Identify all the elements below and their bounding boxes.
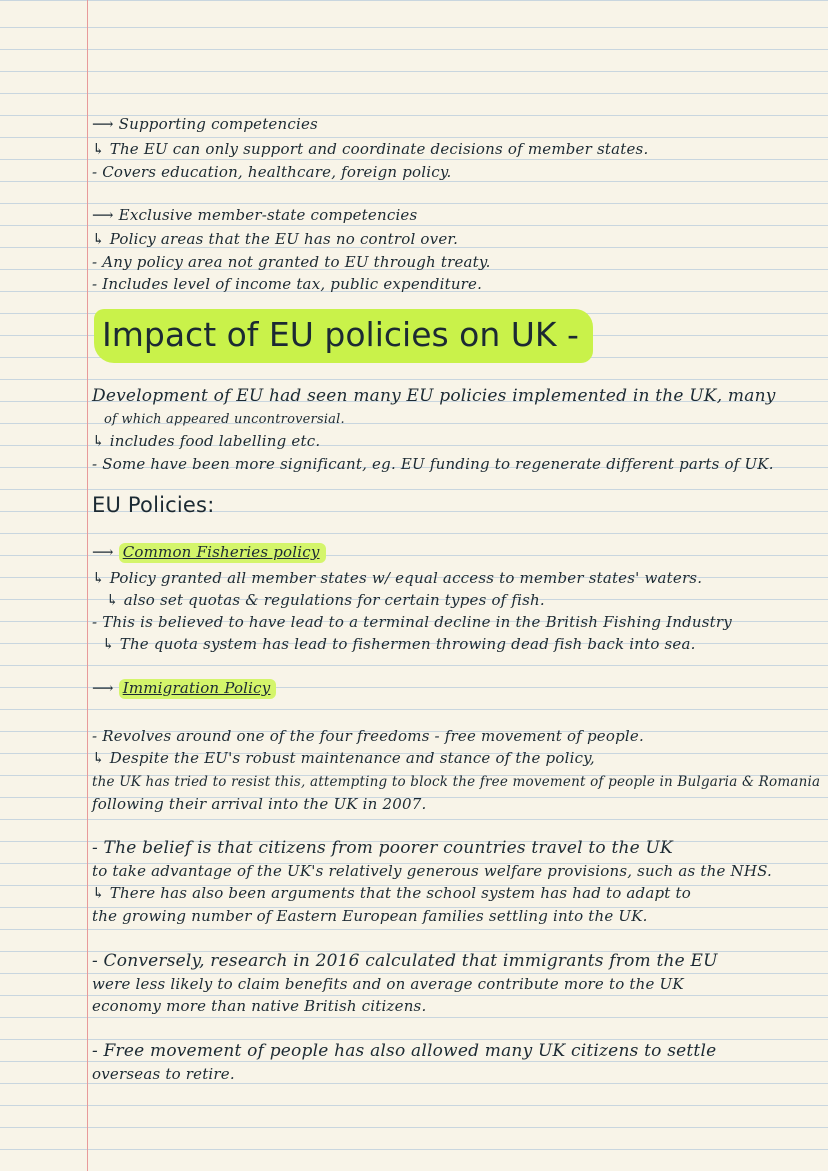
note-line: - This is believed to have lead to a terminal decline in the British Fishing Industry: [92, 613, 732, 631]
note-line: - Revolves around one of the four freedoms - free movement of people.: [92, 727, 644, 745]
note-line: - Any policy area not granted to EU through treaty.: [92, 253, 491, 271]
note-line: ⟶ Exclusive member-state competencies: [92, 206, 418, 224]
note-line: ↳ Policy areas that the EU has no control over.: [92, 230, 459, 248]
note-line: [92, 542, 326, 562]
note-line: [92, 678, 276, 698]
note-line: economy more than native British citizens.: [92, 997, 427, 1015]
note-line: following their arrival into the UK in 2007.: [92, 795, 427, 813]
note-line: - The belief is that citizens from poorer countries travel to the UK: [92, 838, 673, 858]
margin-line: [87, 0, 88, 1171]
note-line: ↳ also set quotas & regulations for certain types of fish.: [106, 591, 545, 609]
note-line: were less likely to claim benefits and on average contribute more to the UK: [92, 975, 684, 993]
section-heading: EU Policies:: [92, 493, 215, 517]
arrow-icon: ⟶: [92, 543, 114, 561]
note-line: ⟶ Supporting competencies: [92, 115, 318, 133]
note-line: - Includes level of income tax, public expenditure.: [92, 275, 483, 293]
note-line: - Conversely, research in 2016 calculated that immigrants from the EU: [92, 951, 718, 971]
note-line: the UK has tried to resist this, attempting to block the free movement of people in Bulgaria & Romania: [92, 774, 821, 790]
note-line: of which appeared uncontroversial.: [104, 412, 345, 427]
note-line: Development of EU had seen many EU policies implemented in the UK, many: [92, 386, 776, 406]
arrow-icon: ⟶: [92, 679, 114, 697]
note-line: ↳ The EU can only support and coordinate decisions of member states.: [92, 140, 649, 158]
note-line: - Free movement of people has also allowed many UK citizens to settle: [92, 1041, 717, 1061]
note-line: ↳ Policy granted all member states w/ equal access to member states' waters.: [92, 569, 703, 587]
note-line: ↳ Despite the EU's robust maintenance and stance of the policy,: [92, 749, 595, 767]
topic-heading: Immigration Policy: [119, 679, 277, 699]
note-line: ↳ The quota system has lead to fishermen throwing dead fish back into sea.: [102, 635, 696, 653]
note-line: - Some have been more significant, eg. EU funding to regenerate different parts of UK.: [92, 455, 774, 473]
note-line: ↳ There has also been arguments that the school system has had to adapt to: [92, 884, 691, 902]
note-line: ↳ includes food labelling etc.: [92, 432, 321, 450]
topic-heading: Common Fisheries policy: [119, 543, 326, 563]
note-line: to take advantage of the UK's relatively generous welfare provisions, such as the NHS.: [92, 862, 773, 880]
page-heading: Impact of EU policies on UK -: [94, 309, 593, 363]
note-line: the growing number of Eastern European families settling into the UK.: [92, 907, 648, 925]
note-line: overseas to retire.: [92, 1065, 235, 1083]
note-line: - Covers education, healthcare, foreign policy.: [92, 163, 452, 181]
